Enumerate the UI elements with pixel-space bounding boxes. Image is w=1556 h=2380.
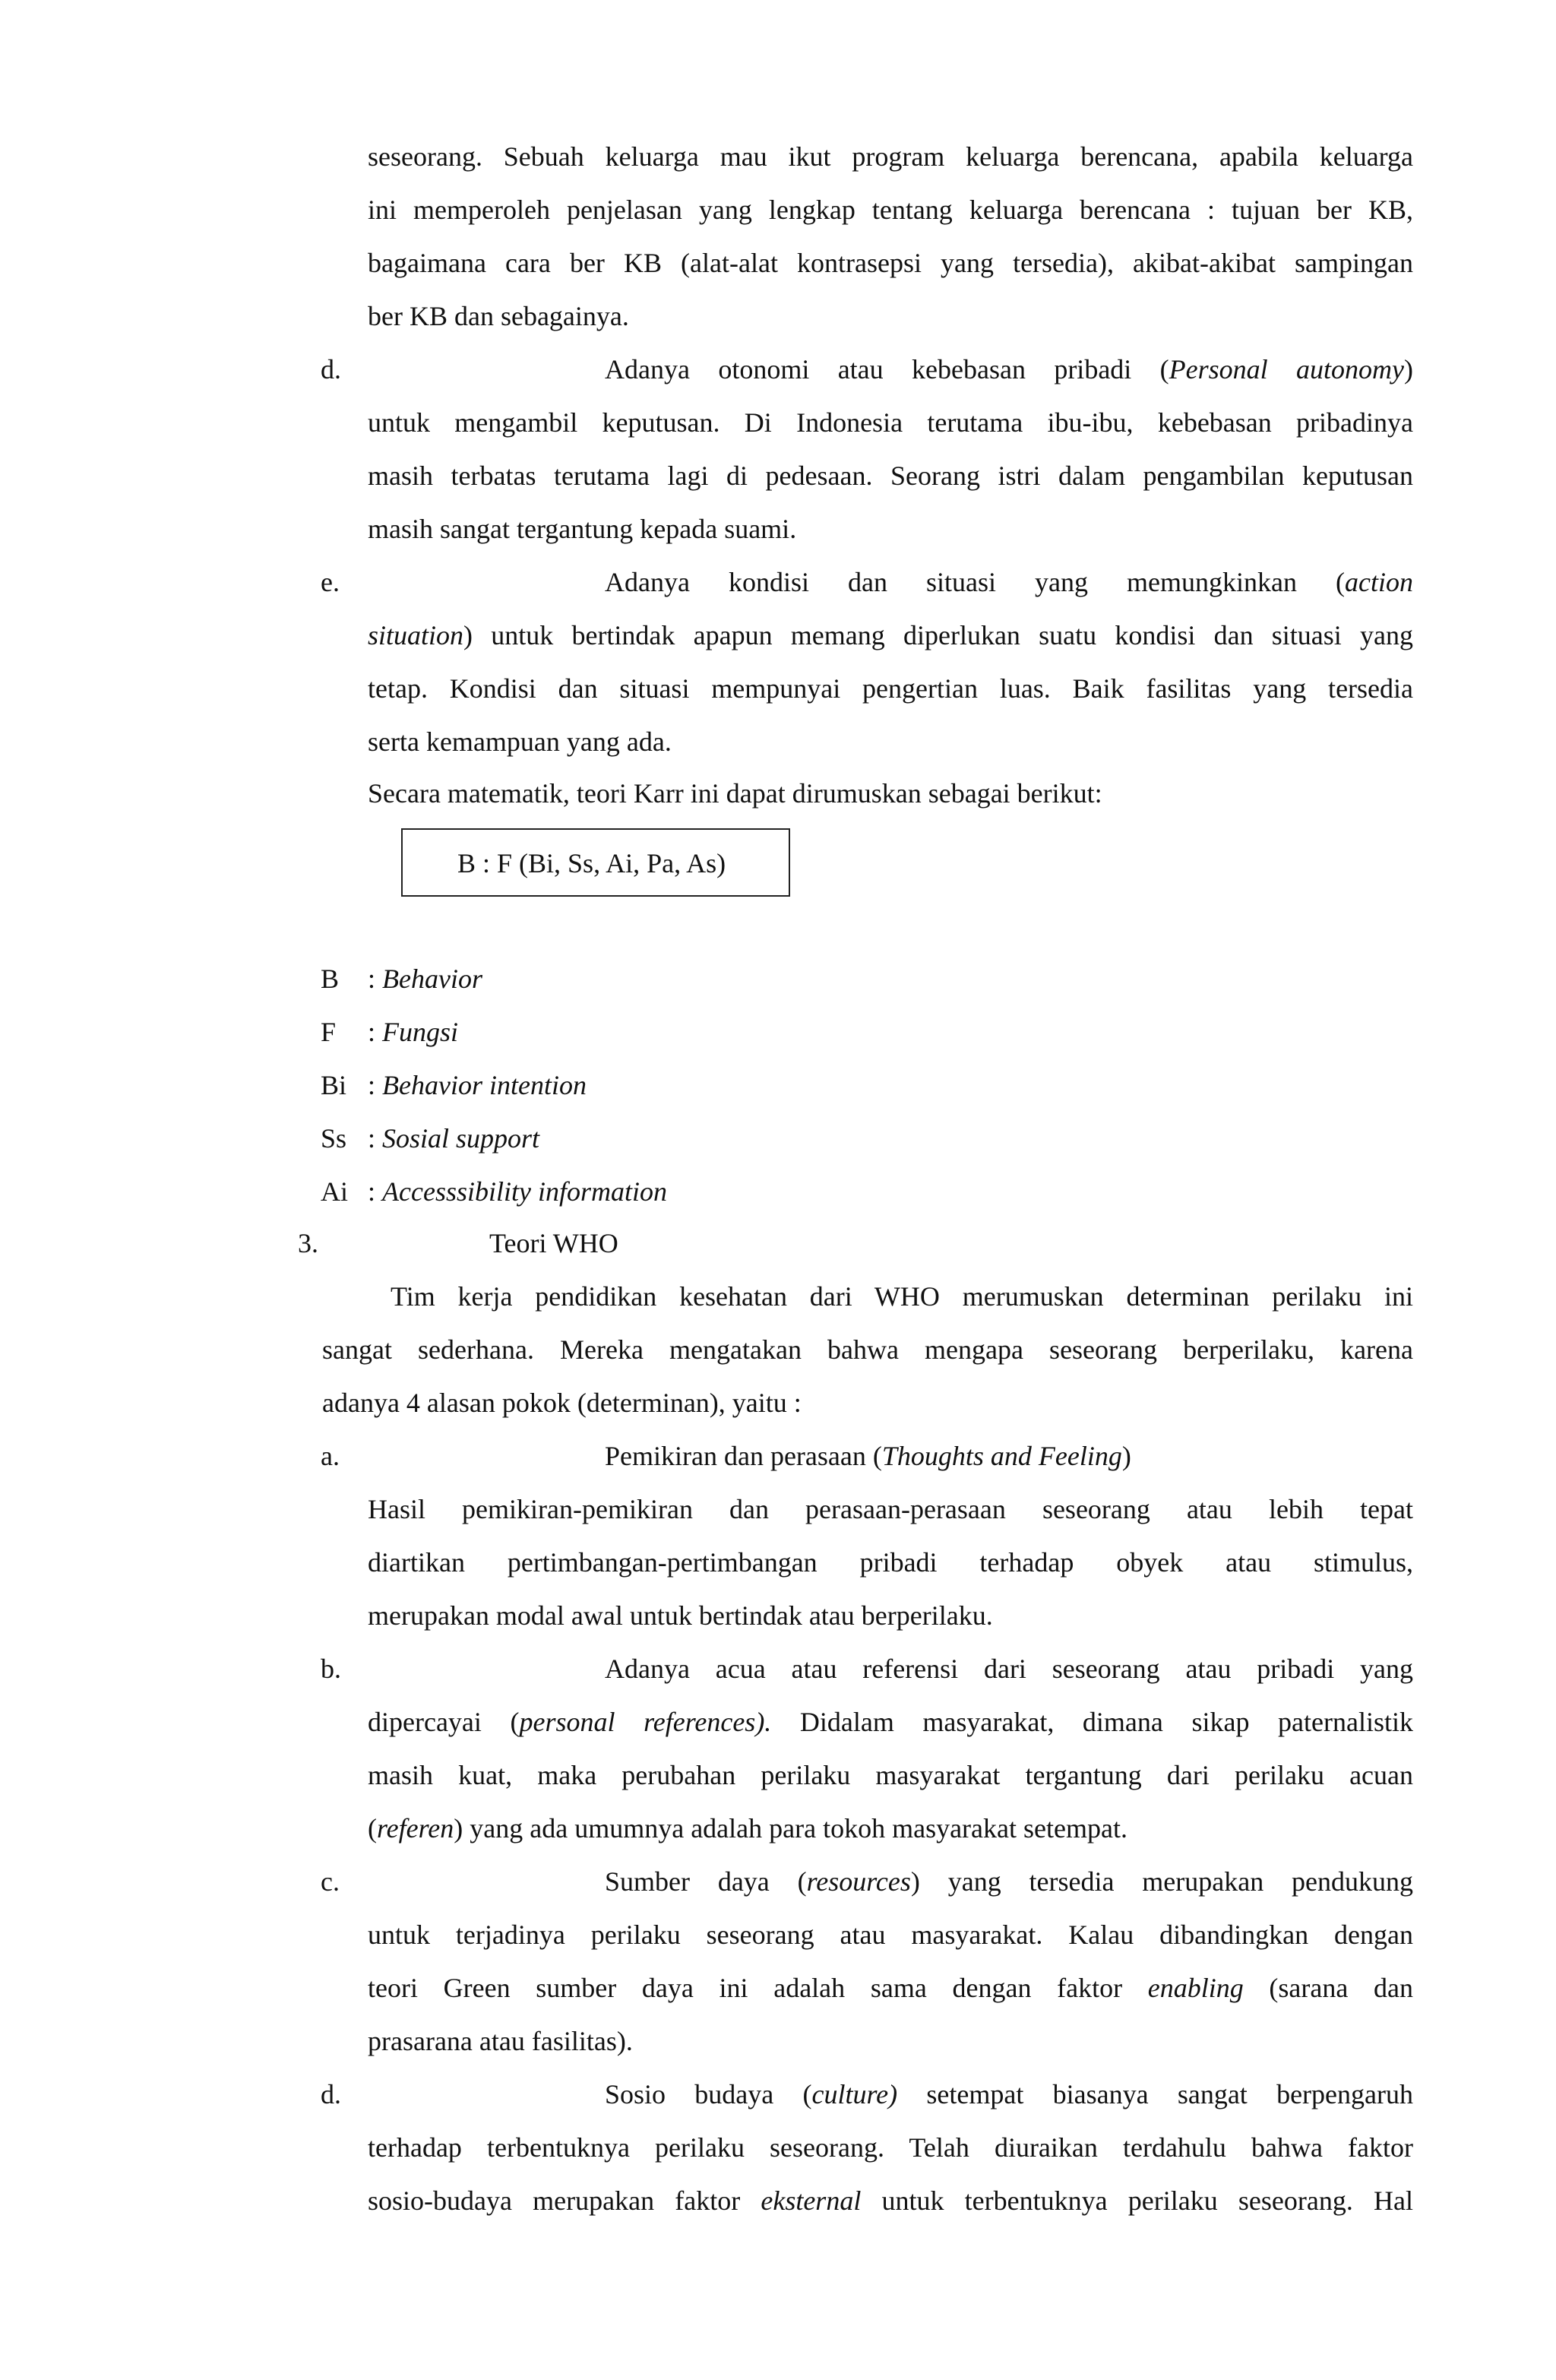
- paragraph-line: ber KB dan sebagainya.: [368, 301, 629, 331]
- legend-definition: : Behavior intention: [368, 1070, 587, 1100]
- list-item-line: diartikan pertimbangan-pertimbangan pribadi terhadap obyek atau stimulus,: [368, 1547, 1413, 1578]
- legend-definition: : Sosial support: [368, 1123, 540, 1154]
- list-item-line: merupakan modal awal untuk bertindak atau berperilaku.: [368, 1600, 993, 1631]
- legend-definition: : Accesssibility information: [368, 1176, 667, 1207]
- list-marker: d.: [321, 2079, 341, 2109]
- section-title: Teori WHO: [489, 1228, 618, 1258]
- formula: B : F (Bi, Ss, Ai, Pa, As): [457, 848, 726, 878]
- paragraph-line: bagaimana cara ber KB (alat-alat kontrasepsi yang tersedia), akibat-akibat sampingan: [368, 248, 1413, 278]
- legend-definition: : Fungsi: [368, 1017, 459, 1047]
- list-item-heading: Adanya acua atau referensi dari seseorang atau pribadi yang: [605, 1654, 1413, 1684]
- paragraph-line: seseorang. Sebuah keluarga mau ikut program keluarga berencana, apabila keluarga: [368, 141, 1413, 172]
- list-item-line: Hasil pemikiran-pemikiran dan perasaan-perasaan seseorang atau lebih tepat: [368, 1494, 1413, 1524]
- legend-definition: : Behavior: [368, 964, 482, 994]
- list-item-heading: Adanya otonomi atau kebebasan pribadi (Personal autonomy): [605, 354, 1413, 385]
- formula-box: [401, 828, 790, 897]
- list-item-line: sosio-budaya merupakan faktor eksternal untuk terbentuknya perilaku seseorang. Hal: [368, 2185, 1413, 2216]
- legend-symbol: B: [321, 964, 340, 994]
- list-marker: e.: [321, 567, 340, 597]
- section-number: 3.: [298, 1228, 318, 1258]
- list-marker: d.: [321, 354, 341, 385]
- list-item-line: situation) untuk bertindak apapun memang diperlukan suatu kondisi dan situasi yang: [368, 620, 1413, 650]
- paragraph-line: ini memperoleh penjelasan yang lengkap tentang keluarga berencana : tujuan ber KB,: [368, 195, 1413, 225]
- list-item-line: tetap. Kondisi dan situasi mempunyai pengertian luas. Baik fasilitas yang tersedia: [368, 673, 1413, 704]
- list-item-line: untuk mengambil keputusan. Di Indonesia terutama ibu-ibu, kebebasan pribadinya: [368, 407, 1413, 438]
- list-item-line: teori Green sumber daya ini adalah sama dengan faktor enabling (sarana dan: [368, 1973, 1413, 2003]
- list-marker: c.: [321, 1866, 340, 1897]
- formula-intro: Secara matematik, teori Karr ini dapat dirumuskan sebagai berikut:: [368, 778, 1102, 809]
- paragraph-line: Tim kerja pendidikan kesehatan dari WHO merumuskan determinan perilaku ini: [391, 1281, 1413, 1312]
- legend-symbol: Bi: [321, 1070, 347, 1100]
- list-item-heading: Sumber daya (resources) yang tersedia merupakan pendukung: [605, 1866, 1414, 1897]
- list-marker: a.: [321, 1441, 340, 1471]
- list-item-line: masih sangat tergantung kepada suami.: [368, 514, 797, 544]
- list-marker: b.: [321, 1654, 341, 1684]
- legend-symbol: F: [321, 1017, 337, 1047]
- list-item-line: untuk terjadinya perilaku seseorang atau masyarakat. Kalau dibandingkan dengan: [368, 1920, 1413, 1950]
- list-item-line: prasarana atau fasilitas).: [368, 2026, 633, 2056]
- paragraph-line: adanya 4 alasan pokok (determinan), yaitu :: [322, 1388, 802, 1418]
- list-item-line: terhadap terbentuknya perilaku seseorang. Telah diuraikan terdahulu bahwa faktor: [368, 2132, 1413, 2163]
- list-item-line: serta kemampuan yang ada.: [368, 726, 672, 757]
- list-item-line: (referen) yang ada umumnya adalah para tokoh masyarakat setempat.: [368, 1813, 1127, 1844]
- list-item-line: masih kuat, maka perubahan perilaku masyarakat tergantung dari perilaku acuan: [368, 1760, 1413, 1790]
- list-item-line: dipercayai (personal references). Didalam masyarakat, dimana sikap paternalistik: [368, 1707, 1413, 1737]
- legend-symbol: Ss: [321, 1123, 347, 1154]
- list-item-heading: Pemikiran dan perasaan (Thoughts and Feeling): [605, 1441, 1131, 1471]
- paragraph-line: sangat sederhana. Mereka mengatakan bahwa mengapa seseorang berperilaku, karena: [322, 1334, 1413, 1365]
- legend-symbol: Ai: [321, 1176, 348, 1207]
- list-item-heading: Adanya kondisi dan situasi yang memungkinkan (action: [605, 567, 1413, 597]
- list-item-heading: Sosio budaya (culture) setempat biasanya sangat berpengaruh: [605, 2079, 1413, 2109]
- list-item-line: masih terbatas terutama lagi di pedesaan. Seorang istri dalam pengambilan keputusan: [368, 460, 1413, 491]
